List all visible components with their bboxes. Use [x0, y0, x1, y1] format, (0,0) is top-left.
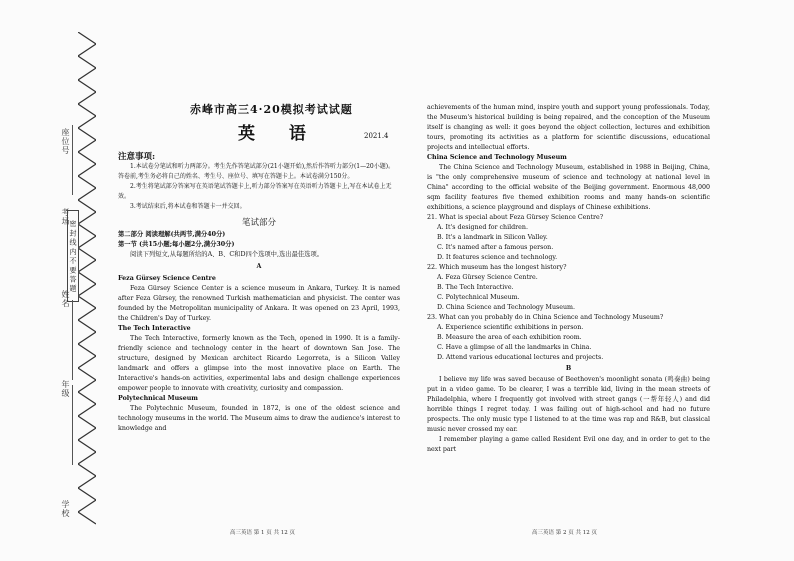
question-option: D. Attend various educational lectures and projects. — [437, 354, 604, 361]
question-option: D. China Science and Technology Museum. — [437, 304, 576, 311]
feza-title: Feza Gürsey Science Centre — [118, 275, 216, 282]
binding-margin — [0, 0, 96, 561]
passage-b-label: B — [565, 365, 572, 372]
poly-text: The Polytechnic Museum, founded in 1872, is one of the oldest science and technology museums in the world. The Museum aims to draw the audience's interest to knowledge and — [118, 405, 400, 432]
china-text: The China Science and Technology Museum, established in 1988 in Beijing, China, is "the only comprehensive museum of science and technology at national level in China" according to the official website of the Beijing government. Enormous 48,000 sqm facility features five themed exhibition rooms and many hands-on scientific exhibitions, a science playground and displays of Chinese exhibitions. — [427, 164, 710, 211]
note-item: 2.考生将笔试部分答案写在英语笔试答题卡上,听力部分答案写在英语听力答题卡上,写在本试卷上无效。 — [118, 183, 392, 200]
name-line — [72, 300, 73, 380]
question-option: A. Feza Gürsey Science Centre. — [437, 274, 538, 281]
question-stem: 23. What can you probably do in China Science and Technology Museum? — [427, 314, 664, 321]
tech-title: The Tech Interactive — [118, 325, 191, 332]
question-option: B. Measure the area of each exhibition room. — [437, 334, 582, 341]
note-item: 3.考试结束后,将本试卷和答题卡一并交回。 — [130, 203, 246, 210]
exam-room-label: 考场 — [61, 208, 70, 226]
question-stem: 22. Which museum has the longest history? — [427, 264, 567, 271]
left-column — [118, 152, 400, 434]
passage-b-paragraph: I believe my life was saved because of Beethoven's moonlight sonata (鸣奏曲) being put in a video game. To be clearer, I was a terrible kid, living in the mean streets of Philadelphia, where I frequently got involved with street gangs (一帮年轻人) and did horrible things I regret today. I was failing out of high-school and had no future prospects. The only music type I listened to at the time was rap and R&B, but classical music never crossed my ear. — [427, 376, 710, 433]
written-part-title: 笔试部分 — [241, 218, 276, 228]
feza-text: Feza Gürsey Science Center is a science museum in Ankara, Turkey. It is named after Feza Gürsey, the renowned Turkish mathematician and physicist. The center was founded by the Metropolitan municipality of Ankara. It was opened on 23 April, 1993, the Children's Day of Turkey. — [118, 285, 400, 322]
tech-text: The Tech Interactive, formerly known as the Tech, opened in 1990. It is a family-friendly science and technology center in the heart of downtown San Jose. The structure, designed by Mexican architect Ricardo Legorreta, is a Silicon Valley landmark and offers a glimpse into the most innovative place on Earth. The Interactive's hands-on activities, experimental labs and design challenge experiences empower people to innovate with creativity, curiosity and compassion. — [118, 335, 400, 392]
reading-instruction: 阅读下列短文,从每题所给的A、B、C和D四个选项中,选出最佳选项。 — [130, 251, 324, 258]
zigzag-binding-line — [78, 32, 96, 532]
notes-heading: 注意事项: — [118, 152, 156, 162]
china-title: China Science and Technology Museum — [427, 154, 567, 161]
part2-heading: 第二部分 阅读理解(共两节,满分40分) — [118, 231, 226, 238]
note-item: 1.本试卷分笔试和听力两部分。考生先作答笔试部分(21小题开始),然后作答听力部分(1—20小题)。答卷前,考生务必将自己的姓名、考生号、座位号、填写在答题卡上。本试卷满分150分。 — [118, 163, 395, 180]
school-label: 学校 — [61, 500, 70, 518]
subject-title: 英 语 — [238, 124, 320, 144]
question-option: C. It's named after a famous person. — [437, 244, 554, 251]
name-label: 姓名 — [61, 290, 70, 308]
question-option: A. It's designed for children. — [437, 224, 528, 231]
footer-right: 高三英语 第 2 页 共 12 页 — [532, 530, 597, 536]
question-option: B. The Tech Interactive. — [437, 284, 514, 291]
poly-title: Polytechnical Museum — [118, 395, 198, 402]
question-option: D. It features science and technology. — [437, 254, 558, 261]
seal-notice: 密 封 线 内 不 要 答 题 — [67, 210, 79, 302]
section1-heading: 第一节 (共15小题;每小题2分,满分30分) — [118, 241, 235, 248]
grade-line — [72, 385, 73, 465]
question-option: B. It's a landmark in Silicon Valley. — [437, 234, 548, 241]
question-option: C. Have a glimpse of all the landmarks in China. — [437, 344, 592, 351]
passage-a-label: A — [256, 263, 262, 270]
passage-b-paragraph: I remember playing a game called Resident Evil one day, and in order to get to the next part — [427, 436, 710, 453]
exam-title: 赤峰市高三4·20模拟考试试题 — [190, 103, 353, 116]
seat-label: 座位号 — [61, 128, 70, 155]
right-column — [427, 103, 710, 455]
exam-date: 2021.4 — [364, 132, 389, 140]
poly-text-continued: achievements of the human mind, inspire youth and support young professionals. Today, the Museum's historical building is being repaired, and the conception of the Museum itself is changing as well: it goes beyond the object collection, lectures and exhibition tours, promoting its activities as a platform for scientific discussions, educational projects and intellectual efforts. — [427, 104, 710, 151]
question-option: C. Polytechnical Museum. — [437, 294, 520, 301]
question-stem: 21. What is special about Feza Gürsey Science Centre? — [427, 214, 604, 221]
seat-line — [72, 125, 73, 195]
question-option: A. Experience scientific exhibitions in person. — [437, 324, 584, 331]
footer-left: 高三英语 第 1 页 共 12 页 — [230, 530, 295, 536]
grade-label: 年级 — [61, 380, 70, 398]
